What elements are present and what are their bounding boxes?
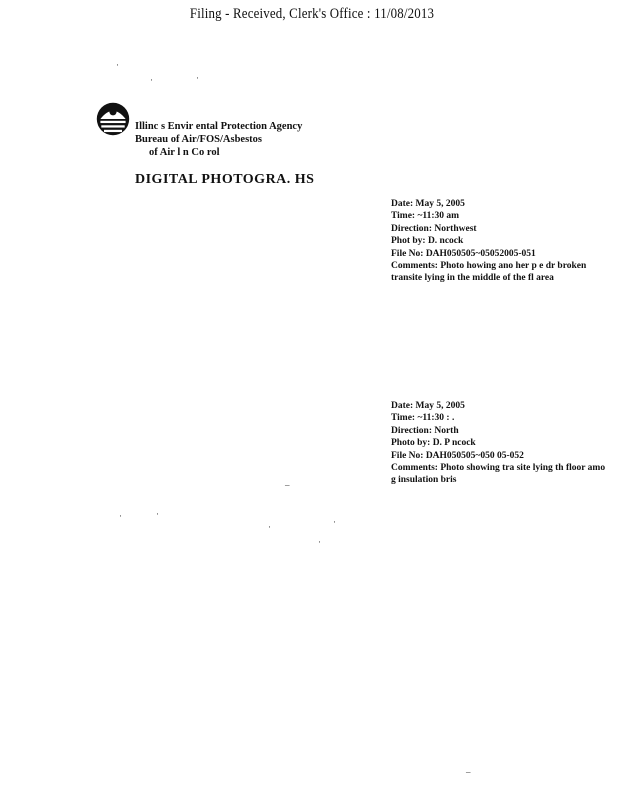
scan-speck: – [285, 480, 290, 490]
caption-photographer: Photo by: D. P ncock [391, 438, 476, 449]
agency-name: Illinc s Envir ental Protection Agency [135, 121, 303, 132]
caption-time: Time: ~11:30 : . [391, 413, 455, 424]
scan-speck: · [333, 517, 336, 527]
iepa-logo-icon [95, 101, 131, 137]
scan-speck: · [268, 522, 271, 532]
scan-speck: · [119, 511, 122, 521]
agency-header [135, 120, 302, 159]
scan-speck: · [196, 73, 199, 83]
bureau-name: Bureau of Air/FOS/Asbestos [135, 134, 262, 145]
division-name: of Air l n Co rol [149, 147, 220, 158]
scan-speck: · [116, 60, 119, 70]
caption-comments: Comments: Photo showing tra site lying th floor amo g insulation bris [391, 463, 606, 486]
photo-caption [391, 400, 611, 487]
caption-file-no: File No: DAH050505~050 05-052 [391, 450, 524, 461]
caption-comments: Comments: Photo howing ano her p e dr broken transite lying in the middle of the fl area [391, 261, 587, 284]
scan-speck: · [156, 509, 159, 519]
filing-stamp: Filing - Received, Clerk's Office : 11/08/2013 [189, 6, 435, 22]
caption-file-no: File No: DAH050505~05052005-051 [391, 248, 536, 259]
caption-direction: Direction: Northwest [391, 223, 477, 234]
scan-speck: – [466, 767, 471, 777]
caption-photographer: Phot by: D. ncock [391, 236, 464, 247]
caption-date: Date: May 5, 2005 [391, 199, 465, 209]
caption-date: Date: May 5, 2005 [391, 401, 465, 411]
scan-speck: · [150, 75, 153, 85]
caption-direction: Direction: North [391, 425, 459, 436]
photo-caption [391, 198, 611, 285]
caption-time: Time: ~11:30 am [391, 211, 460, 222]
document-title: DIGITAL PHOTOGRA. HS [135, 172, 315, 187]
scan-speck: · [318, 537, 321, 547]
